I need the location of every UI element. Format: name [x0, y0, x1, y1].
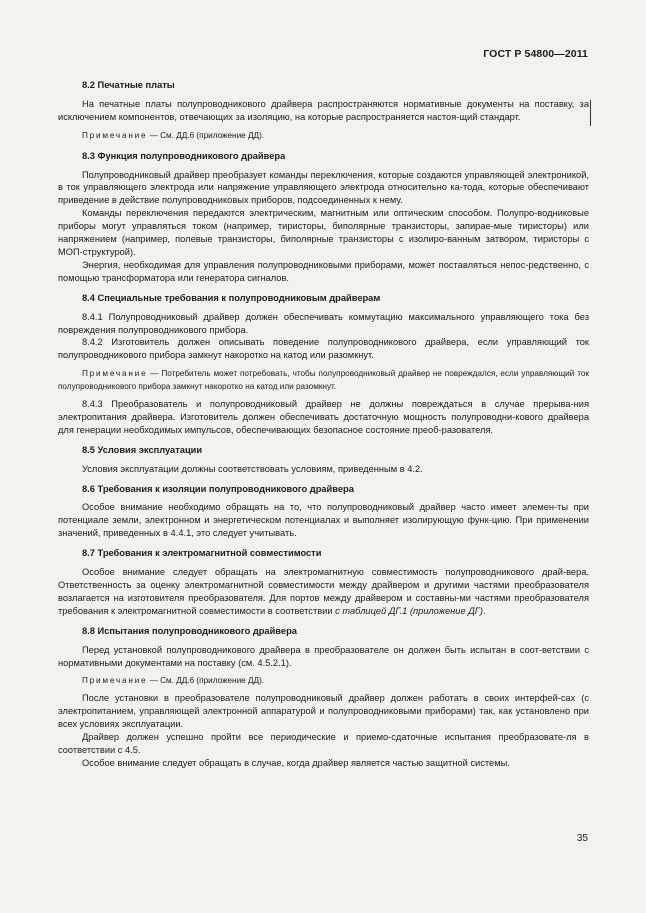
table-reference: с таблицей ДГ.1 (приложение ДГ) [335, 605, 483, 616]
section-8-4-para-1: 8.4.1 Полупроводниковый драйвер должен обеспечивать коммутацию максимального управляющего тока без повреждения полупроводникового прибора. [58, 311, 589, 335]
section-8-8-note [58, 675, 589, 688]
section-8-8-para-3: Драйвер должен успешно пройти все периодические и приемо-сдаточные испытания преобразовате-ля в соответствии с 4.5. [58, 732, 589, 755]
section-8-8-title: 8.8 Испытания полупроводникового драйвера [82, 625, 297, 636]
note-label: Примечание [82, 369, 148, 379]
section-8-4-para-3: 8.4.3 Преобразователь и полупроводниковый драйвер не должны повреждаться в случае прерыва-ния электропитания драйвера. Изготовитель должен обеспечивать достаточную мощность полупроводни-кового драйвера для генерации необходимых импульсов, обеспечивающих безопасное состояние преоб-разователя. [58, 399, 589, 435]
section-8-3-title: 8.3 Функция полупроводникового драйвера [82, 150, 286, 161]
note-text: — Потребитель может потребовать, чтобы полупроводниковый драйвер не повреждался, если управляющий ток полупроводникового прибора замкнут накоротко на катод или разомкнут. [58, 369, 589, 392]
para-text: Особое внимание следует обращать на электромагнитную совместимость полупроводникового драй-вера. Ответственность за оценку электромагнитной совместимости между драйвером и другими частями преобразователя возлагается на изготовителя преобразователя. Для портов между драйвером и составны-ми частями преобразователя требования к электромагнитной совместимости в соответствии [58, 567, 589, 616]
section-8-2-title: 8.2 Печатные платы [82, 80, 175, 90]
section-8-4-note [58, 368, 589, 394]
para-end: . [482, 605, 486, 616]
section-8-3-para-1: Полупроводниковый драйвер преобразует команды переключения, которые создаются управляющей электроникой, в ток управляющего электрода или напряжение управляющего электрода относительно ка-тода, которые обеспечивают приведение в действие полупроводниковых приборов, подсоединенных к нему. [58, 169, 589, 206]
section-8-7-title: 8.7 Требования к электромагнитной совместимости [82, 548, 322, 559]
note-label: Примечание [82, 676, 148, 686]
change-bar [590, 100, 591, 126]
section-8-8-para-1: Перед установкой полупроводникового драйвера в преобразователе он должен быть испытан в соот-ветствии с нормативными документами на поставку (см. 4.5.2.1). [58, 644, 589, 668]
section-8-3-para-2: Команды переключения передаются электрическим, магнитным или оптическим способом. Полупро-водниковые приборы могут управляться током (например, тиристоры, биполярные транзисторы, запирае-мые тиристоры) или напряжением (например, полевые транзисторы, биполярные транзисторы с изолиро-ванным затвором, тиристоры с МОП-структурой). [58, 208, 589, 257]
section-8-2-note [58, 130, 589, 143]
document-header: ГОСТ Р 54800—2011 [483, 48, 588, 60]
section-8-7-para-1 [58, 566, 589, 618]
section-8-5-title: 8.5 Условия эксплуатации [82, 444, 203, 455]
section-8-2-para-1: На печатные платы полупроводникового драйвера распространяются нормативные документы на поставку, за исключением компонентов, отвечающих за изоляцию, на которые распространяется настоя-щий стандарт. [58, 98, 589, 122]
section-8-3-para-3: Энергия, необходимая для управления полупроводниковыми приборами, может поставляться непос-редственно, с помощью трансформатора или генератора сигналов. [58, 259, 589, 283]
note-text: — См. ДД.6 (приложение ДД). [147, 130, 265, 140]
section-8-6-title: 8.6 Требования к изоляции полупроводникового драйвера [82, 483, 354, 494]
section-8-5-para-1: Условия эксплуатации должны соответствовать условиям, приведенным в 4.2. [82, 463, 423, 474]
note-text: — См. ДД.6 (приложение ДД). [147, 676, 265, 686]
document-body [58, 72, 589, 770]
section-8-8-para-4: Особое внимание следует обращать в случае, когда драйвер является частью защитной системы. [82, 757, 510, 768]
page-number: 35 [576, 833, 588, 844]
section-8-4-title: 8.4 Специальные требования к полупроводниковым драйверам [82, 292, 381, 303]
section-8-4-para-2: 8.4.2 Изготовитель должен описывать поведение полупроводникового драйвера, если управляющий ток полупроводникового прибора замкнут накоротко на катод или разомкнут. [58, 337, 589, 361]
section-8-8-para-2: После установки в преобразователе полупроводниковый драйвер должен работать в своих интерфей-сах (с электропитанием, управляющей электронной аппаратурой и полупроводниковыми приборами) так, как установлено при всех условиях эксплуатации. [58, 693, 589, 730]
section-8-6-para-1: Особое внимание необходимо обращать на то, что полупроводниковый драйвер часто имеет элемен-ты при потенциале земли, электронном и энергетическом потенциалах и выполняет изолирующую функ-цию. При применении значений, приведенных в 4.4.1, это следует учитывать. [58, 502, 589, 539]
note-label: Примечание [82, 130, 148, 140]
